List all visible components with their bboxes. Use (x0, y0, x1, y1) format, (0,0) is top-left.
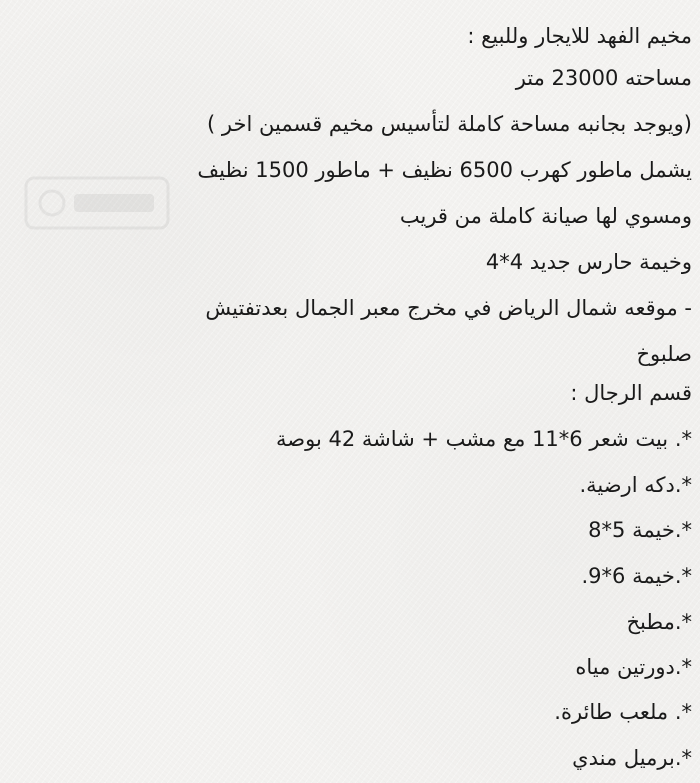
list-item: *.خيمة 6*9. (581, 564, 692, 588)
list-item: *.دورتين مياه (575, 655, 692, 679)
line-location-cont: صلبوخ (636, 342, 692, 366)
line-guard-tent: وخيمة حارس جديد 4*4 (485, 250, 692, 274)
list-item: *. بيت شعر 6*11 مع مشب + شاشة 42 بوصة (276, 427, 692, 451)
list-item: *.خيمة 5*8 (588, 518, 692, 542)
line-title: مخيم الفهد للايجار وللبيع : (467, 24, 692, 48)
line-maintenance: ومسوي لها صيانة كاملة من قريب (399, 204, 692, 228)
list-item: *. ملعب طائرة. (554, 700, 692, 724)
watermark-logo (22, 168, 172, 238)
line-mens-section: قسم الرجال : (570, 381, 692, 405)
line-location: - موقعه شمال الرياض في مخرج معبر الجمال بعدتفتيش (205, 296, 692, 320)
list-item: *.برميل مندي (572, 746, 692, 770)
list-item: *.دكه ارضية. (579, 473, 692, 497)
line-area: مساحته 23000 متر (515, 66, 692, 90)
note-document (2, 0, 692, 783)
line-generators: يشمل ماطور كهرب 6500 نظيف + ماطور 1500 نظيف (197, 158, 692, 182)
list-item: *.مطبخ (626, 610, 692, 634)
line-extra-space: (ويوجد بجانبه مساحة كاملة لتأسيس مخيم قسمين اخر ) (207, 112, 692, 136)
